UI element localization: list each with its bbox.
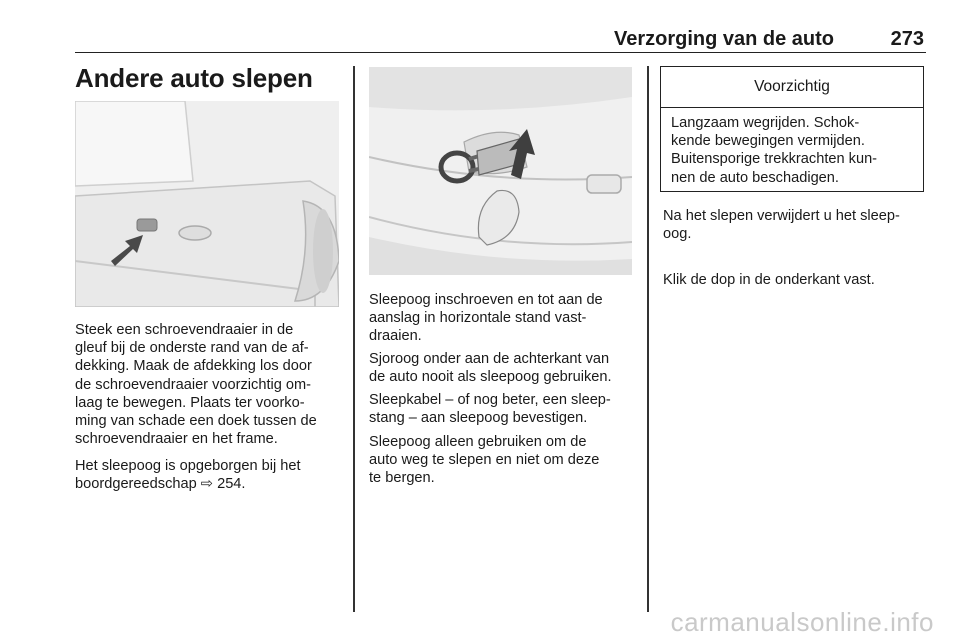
caution-title: Voorzichtig — [661, 67, 923, 108]
text-line: aanslag in horizontale stand vast- — [369, 310, 587, 327]
text-line: oog. — [663, 226, 692, 243]
text-line — [75, 475, 345, 493]
paragraph-screw-in — [369, 291, 641, 346]
text-line: Steek een schroevendraaier in de — [75, 322, 294, 338]
paragraph-tow-eye-location — [75, 457, 345, 493]
text-line: gleuf bij de onderste rand van de af- — [75, 340, 309, 357]
text-line: dekking. Maak de afdekking los door — [75, 358, 312, 375]
paragraph-tow-only — [369, 433, 641, 488]
text-line: de auto nooit als sleepoog gebruiken. — [369, 369, 612, 386]
text-line: te bergen. — [369, 470, 435, 487]
towing-eye-installation-icon — [369, 67, 632, 275]
arrow-reference-icon: ⇨ — [200, 476, 214, 493]
text-line: Klik de dop in de onderkant vast. — [663, 272, 875, 288]
rear-bumper-figure — [75, 101, 339, 307]
page-number: 273 — [890, 28, 924, 50]
caution-box — [660, 66, 924, 192]
page-reference-link[interactable] — [201, 476, 246, 492]
text-line: Sjoroog onder aan de achterkant van — [369, 351, 610, 367]
text-line: de schroevendraaier voorzichtig om- — [75, 376, 312, 393]
text-line: Langzaam wegrijden. Schok- — [671, 115, 860, 131]
column-divider-1 — [353, 66, 355, 612]
text-line: Sleepkabel – of nog beter, een sleep- — [369, 392, 611, 408]
text-line: auto weg te slepen en niet om deze — [369, 452, 600, 469]
section-heading: Andere auto slepen — [75, 63, 313, 93]
text-line: schroevendraaier en het frame. — [75, 431, 278, 448]
text-line: stang – aan sleepoog bevestigen. — [369, 410, 588, 427]
text-line: Sleepoog alleen gebruiken om de — [369, 434, 587, 450]
towing-eye-figure — [369, 67, 632, 275]
text-line: laag te bewegen. Plaats ter voorko- — [75, 394, 305, 411]
text-line: Na het slepen verwijdert u het sleep- — [663, 208, 900, 224]
text-line: Sleepoog inschroeven en tot aan de — [369, 292, 603, 308]
watermark: carmanualsonline.info — [670, 607, 934, 637]
column-divider-2 — [647, 66, 649, 612]
paragraph-click-cap — [663, 271, 933, 289]
section-title: Verzorging van de auto — [613, 28, 834, 50]
page-header — [75, 26, 926, 53]
caution-body — [661, 108, 923, 193]
paragraph-tow-rope — [369, 391, 641, 427]
text-line: Het sleepoog is opgeborgen bij het — [75, 458, 301, 474]
text-line: kende bewegingen vermijden. — [671, 133, 865, 150]
paragraph-remove-cover — [75, 321, 345, 448]
paragraph-lashing-eye-warning — [369, 350, 641, 386]
text-line: nen de auto beschadigen. — [671, 169, 839, 186]
rear-bumper-cover-icon — [75, 101, 339, 307]
reference-page: 254. — [217, 476, 246, 493]
text-line: draaien. — [369, 328, 422, 345]
text-line: Buitensporige trekkrachten kun- — [671, 151, 878, 168]
text-line: ming van schade een doek tussen de — [75, 413, 317, 430]
paragraph-remove-eye — [663, 207, 933, 243]
text-fragment: boordgereedschap — [75, 476, 197, 493]
